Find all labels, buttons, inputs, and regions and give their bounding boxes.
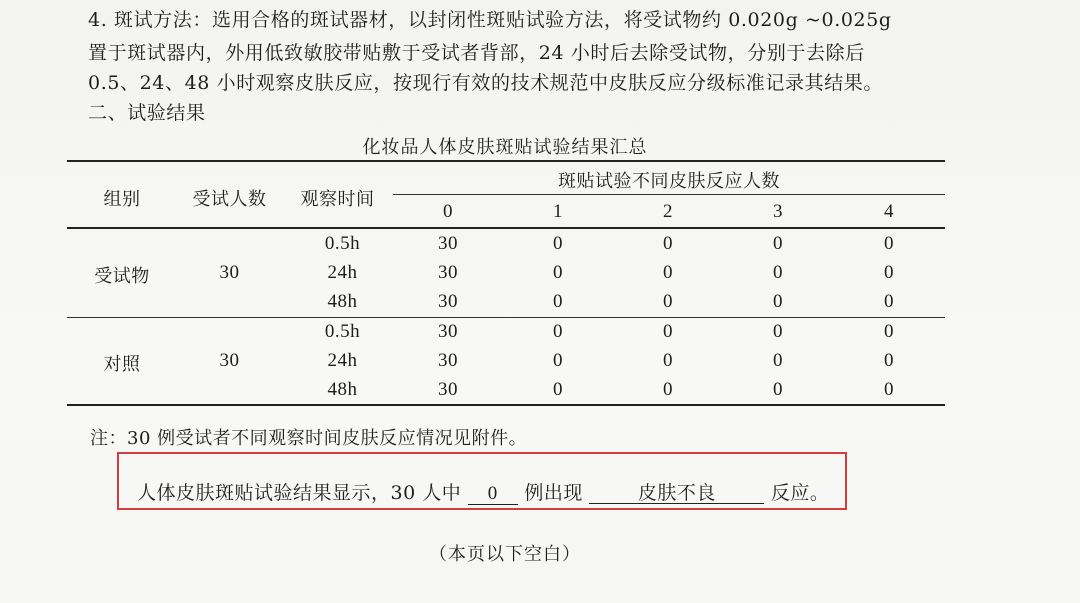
table-group-divider xyxy=(67,317,945,318)
table-cell: 0 xyxy=(663,233,673,254)
row-time: 48h xyxy=(327,291,358,312)
row-time: 24h xyxy=(327,262,358,283)
row-time: 24h xyxy=(327,350,358,371)
header-subjects: 受试人数 xyxy=(192,189,267,210)
table-cell: 0 xyxy=(553,321,563,342)
table-cell: 0 xyxy=(884,350,894,371)
header-group: 组别 xyxy=(103,189,141,210)
table-cell: 0 xyxy=(553,350,563,371)
row-time: 0.5h xyxy=(324,233,361,254)
table-cell: 0 xyxy=(663,291,673,312)
header-level-2: 2 xyxy=(663,201,673,222)
header-level-3: 3 xyxy=(773,201,783,222)
table-cell: 30 xyxy=(438,379,458,400)
table-cell: 0 xyxy=(773,262,783,283)
table-header-rule xyxy=(67,227,945,229)
table-cell: 0 xyxy=(663,350,673,371)
table-cell: 0 xyxy=(663,379,673,400)
table-cell: 0 xyxy=(773,233,783,254)
header-level-4: 4 xyxy=(884,201,894,222)
table-cell: 30 xyxy=(438,350,458,371)
table-cell: 0 xyxy=(773,291,783,312)
table-sub-rule xyxy=(393,194,945,195)
method-line-2: 置于斑试器内，外用低致敏胶带贴敷于受试者背部，24 小时后去除受试物，分别于去除后 xyxy=(88,42,865,64)
group-subjects: 30 xyxy=(219,350,240,371)
table-top-rule xyxy=(67,160,945,162)
row-time: 0.5h xyxy=(324,321,361,342)
result-suffix: 反应。 xyxy=(770,482,830,504)
table-title: 化妆品人体皮肤斑贴试验结果汇总 xyxy=(362,137,648,158)
table-cell: 0 xyxy=(553,262,563,283)
result-middle: 例出现 xyxy=(524,482,583,504)
table-cell: 0 xyxy=(553,379,563,400)
table-cell: 0 xyxy=(553,291,563,312)
table-cell: 30 xyxy=(438,321,458,342)
result-prefix: 人体皮肤斑贴试验结果显示，30 人中 xyxy=(137,482,462,504)
table-note: 注：30 例受试者不同观察时间皮肤反应情况见附件。 xyxy=(90,428,528,449)
table-cell: 0 xyxy=(884,262,894,283)
header-level-1: 1 xyxy=(553,201,563,222)
page-footer: （本页以下空白） xyxy=(429,544,581,565)
result-statement xyxy=(137,478,829,505)
table-cell: 0 xyxy=(553,233,563,254)
row-time: 48h xyxy=(327,379,358,400)
table-cell: 0 xyxy=(663,262,673,283)
table-cell: 0 xyxy=(884,233,894,254)
table-cell: 0 xyxy=(884,291,894,312)
header-level-0: 0 xyxy=(443,201,453,222)
table-cell: 0 xyxy=(884,379,894,400)
group-name: 受试物 xyxy=(94,266,150,287)
method-line-1: 4. 斑试方法：选用合格的斑试器材，以封闭性斑贴试验方法，将受试物约 0.020g ~0.025g xyxy=(88,9,892,31)
method-line-3: 0.5、24、48 小时观察皮肤反应，按现行有效的技术规范中皮肤反应分级标准记录其结果。 xyxy=(88,72,884,94)
table-bottom-rule xyxy=(67,404,945,406)
table-cell: 30 xyxy=(438,291,458,312)
group-name: 对照 xyxy=(103,354,141,375)
table-cell: 0 xyxy=(773,350,783,371)
table-cell: 0 xyxy=(663,321,673,342)
header-reaction-span: 斑贴试验不同皮肤反应人数 xyxy=(558,171,780,192)
table-cell: 0 xyxy=(884,321,894,342)
table-cell: 0 xyxy=(773,321,783,342)
result-reaction: 皮肤不良 xyxy=(589,483,764,504)
table-cell: 30 xyxy=(438,233,458,254)
section-heading: 二、试验结果 xyxy=(88,102,206,124)
table-cell: 30 xyxy=(438,262,458,283)
group-subjects: 30 xyxy=(219,262,240,283)
table-cell: 0 xyxy=(773,379,783,400)
header-time: 观察时间 xyxy=(300,189,375,210)
result-count: 0 xyxy=(468,484,518,505)
